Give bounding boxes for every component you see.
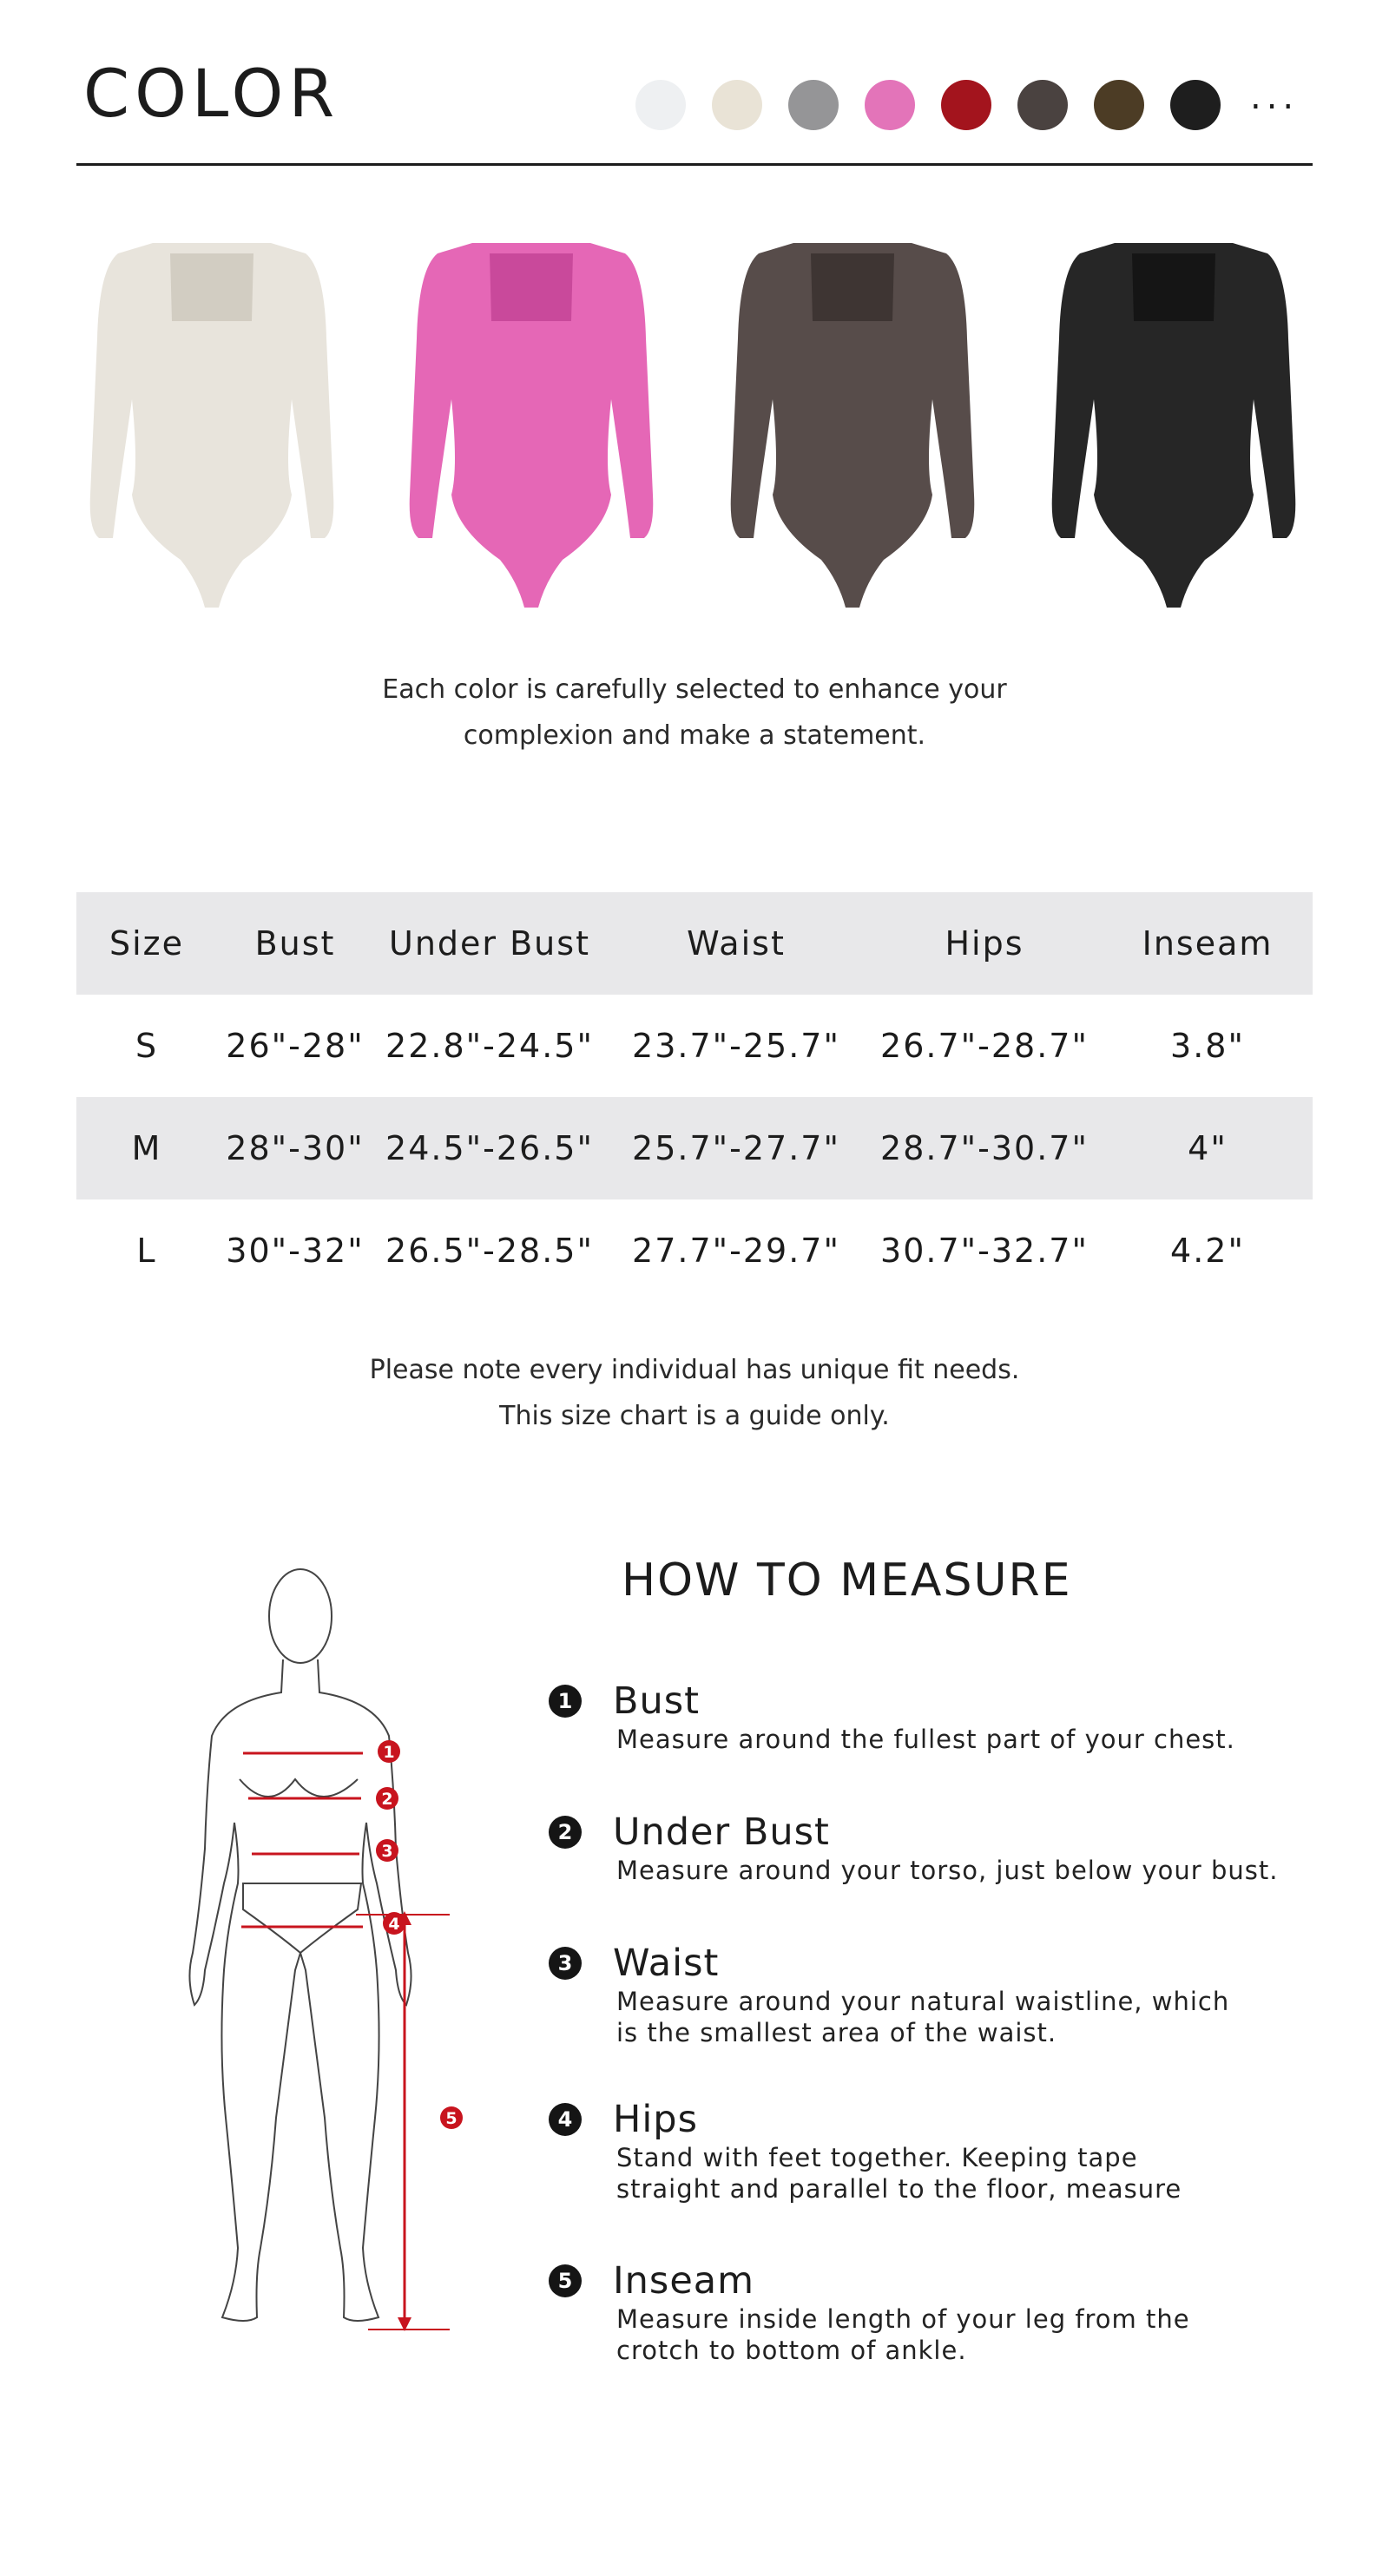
swatch-red[interactable]	[941, 80, 991, 130]
marker-3	[376, 1839, 398, 1862]
swatch-cream[interactable]	[712, 80, 762, 130]
cell-under-bust: 22.8"-24.5"	[385, 1027, 594, 1065]
swatch-white[interactable]	[635, 80, 686, 130]
swatch-gray[interactable]	[788, 80, 839, 130]
table-row	[76, 1097, 1313, 1199]
header-under-bust: Under Bust	[389, 924, 590, 963]
cell-size: S	[135, 1027, 159, 1065]
step-description	[616, 1724, 1330, 1755]
header-waist: Waist	[687, 924, 786, 963]
step-waist	[549, 1941, 1330, 2048]
step-description	[616, 1986, 1330, 2048]
table-header-row	[76, 892, 1313, 995]
step-desc-line: Measure around your torso, just below your bust.	[616, 1856, 1279, 1885]
cell-bust: 28"-30"	[226, 1129, 365, 1167]
step-number-icon: 3	[549, 1947, 582, 1980]
step-hips	[549, 2097, 1330, 2205]
step-name: Inseam	[613, 2259, 755, 2303]
swatch-dark-brown[interactable]	[1017, 80, 1068, 130]
step-description	[616, 1855, 1330, 1886]
color-caption-line-2: complexion and make a statement.	[463, 720, 926, 751]
step-bust	[549, 1679, 1330, 1755]
header-hips: Hips	[945, 924, 1024, 963]
size-caption-line-2: This size chart is a guide only.	[499, 1401, 890, 1431]
step-desc-line: Measure around the fullest part of your chest.	[616, 1725, 1235, 1754]
header-inseam: Inseam	[1142, 924, 1274, 963]
cell-inseam: 4.2"	[1170, 1232, 1245, 1270]
measurement-figure	[174, 1562, 486, 2369]
marker-1-label: 1	[383, 1743, 395, 1762]
step-description	[616, 2303, 1330, 2366]
cell-inseam: 3.8"	[1170, 1027, 1245, 1065]
step-under-bust	[549, 1810, 1330, 1886]
size-caption	[0, 1347, 1389, 1439]
brown-bodysuit-image	[714, 234, 991, 616]
step-number-icon: 1	[549, 1685, 582, 1718]
cell-under-bust: 26.5"-28.5"	[385, 1232, 594, 1270]
marker-1	[378, 1740, 400, 1763]
marker-3-label: 3	[381, 1842, 393, 1861]
marker-5-label: 5	[445, 2109, 458, 2128]
color-swatches	[635, 77, 1300, 130]
table-row	[76, 995, 1313, 1097]
cell-waist: 25.7"-27.7"	[632, 1129, 840, 1167]
step-number-icon: 4	[549, 2103, 582, 2136]
body-outline	[189, 1569, 411, 2321]
color-caption-line-1: Each color is carefully selected to enhance your	[382, 674, 1007, 705]
swatch-olive-brown[interactable]	[1094, 80, 1144, 130]
marker-4	[383, 1912, 405, 1935]
swatch-black[interactable]	[1170, 80, 1221, 130]
cell-waist: 27.7"-29.7"	[632, 1232, 840, 1270]
step-desc-line: Measure around your natural waistline, which	[616, 1987, 1230, 2016]
black-bodysuit-image	[1035, 234, 1313, 616]
cell-bust: 30"-32"	[226, 1232, 365, 1270]
color-caption	[0, 667, 1389, 759]
step-desc-line: Stand with feet together. Keeping tape	[616, 2143, 1138, 2172]
step-desc-line: straight and parallel to the floor, measure	[616, 2174, 1182, 2204]
step-inseam	[549, 2258, 1330, 2366]
size-caption-line-1: Please note every individual has unique fit needs.	[369, 1355, 1020, 1385]
marker-2-label: 2	[381, 1790, 393, 1809]
marker-2	[376, 1787, 398, 1810]
cell-size: L	[136, 1232, 157, 1270]
swatch-pink[interactable]	[865, 80, 915, 130]
cell-under-bust: 24.5"-26.5"	[385, 1129, 594, 1167]
cell-bust: 26"-28"	[226, 1027, 365, 1065]
cell-inseam: 4"	[1188, 1129, 1228, 1167]
cell-waist: 23.7"-25.7"	[632, 1027, 840, 1065]
header-size: Size	[109, 924, 184, 963]
step-name: Waist	[613, 1942, 720, 1985]
measurement-lines	[241, 1753, 450, 2331]
table-row	[76, 1199, 1313, 1302]
step-name: Bust	[613, 1679, 701, 1723]
cell-hips: 28.7"-30.7"	[880, 1129, 1089, 1167]
how-to-measure-title: HOW TO MEASURE	[622, 1554, 1072, 1607]
marker-5	[440, 2106, 463, 2129]
cell-hips: 30.7"-32.7"	[880, 1232, 1089, 1270]
marker-4-label: 4	[388, 1915, 400, 1934]
cell-hips: 26.7"-28.7"	[880, 1027, 1089, 1065]
step-desc-line: is the smallest area of the waist.	[616, 2018, 1057, 2047]
step-desc-line: crotch to bottom of ankle.	[616, 2336, 967, 2365]
step-name: Hips	[613, 2098, 698, 2141]
step-name: Under Bust	[613, 1810, 830, 1854]
step-description	[616, 2142, 1330, 2205]
ivory-bodysuit-image	[73, 234, 351, 616]
step-number-icon: 2	[549, 1816, 582, 1849]
step-desc-line: Measure inside length of your leg from the	[616, 2304, 1190, 2334]
pink-bodysuit-image	[392, 234, 670, 616]
header-bust: Bust	[254, 924, 336, 963]
step-number-icon: 5	[549, 2264, 582, 2297]
size-chart-table	[76, 892, 1313, 1302]
cell-size: M	[131, 1129, 162, 1167]
more-colors-icon[interactable]: ...	[1250, 77, 1300, 117]
divider	[76, 163, 1313, 166]
page-title: COLOR	[83, 55, 340, 132]
